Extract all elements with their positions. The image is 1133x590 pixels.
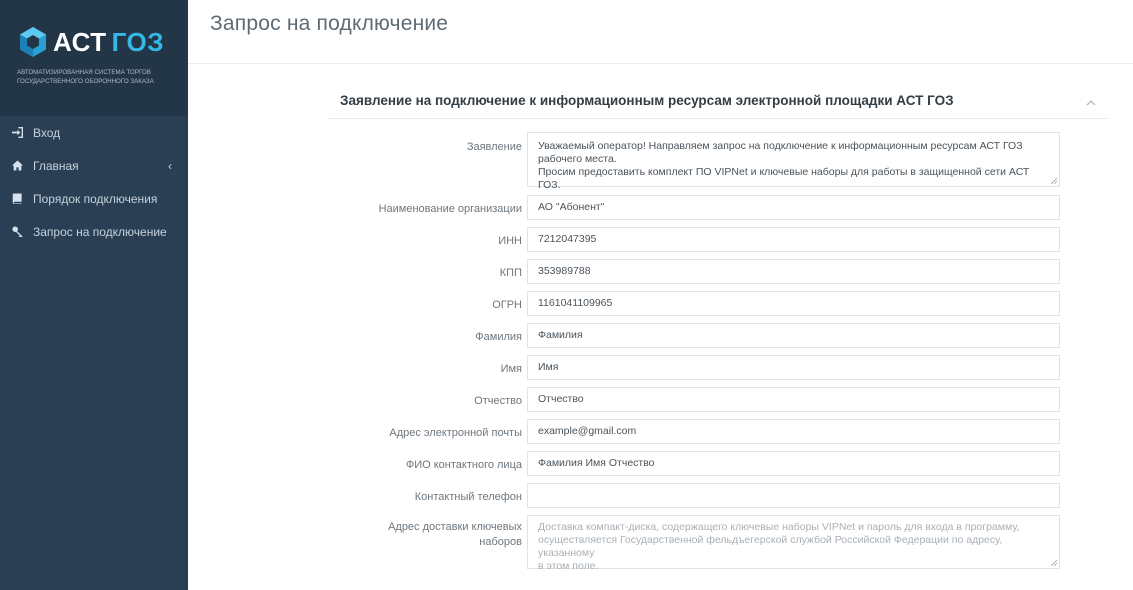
logo-word-2: ГОЗ — [111, 27, 165, 57]
patronymic-input[interactable]: Отчество — [527, 387, 1060, 412]
sidebar-item-label: Вход — [33, 125, 61, 140]
resize-handle-icon[interactable] — [1051, 560, 1057, 566]
home-icon — [10, 159, 24, 173]
resize-handle-icon[interactable] — [1051, 178, 1057, 184]
sign-in-icon — [10, 126, 24, 140]
inn-input[interactable]: 7212047395 — [527, 227, 1060, 252]
delivery-placeholder-line: осуществляется Государственной фельдъегерской службой Российской Федерации по адресу, указанному — [538, 534, 1003, 559]
last-name-input[interactable]: Фамилия — [527, 323, 1060, 348]
phone-label: Контактный телефон — [414, 491, 522, 503]
delivery-label-line: наборов — [479, 536, 522, 548]
logo-hexagon-icon — [17, 26, 49, 58]
brand-subtitle: АВТОМАТИЗИРОВАННАЯ СИСТЕМА ТОРГОВ ГОСУДАРСТВЕННОГО ОБОРОННОГО ЗАКАЗА — [17, 69, 154, 85]
kpp-label: КПП — [499, 267, 522, 279]
contact-fio-label: ФИО контактного лица — [405, 459, 522, 471]
patronymic-label: Отчество — [474, 395, 522, 407]
logo[interactable] — [17, 26, 188, 58]
delivery-textarea[interactable] — [527, 515, 1060, 572]
statement-textarea[interactable] — [527, 132, 1060, 191]
first-name-label: Имя — [500, 363, 522, 375]
sidebar — [0, 0, 188, 590]
sidebar-item-home[interactable] — [0, 149, 188, 182]
sidebar-menu — [0, 116, 188, 248]
delivery-label-line: Адрес доставки ключевых — [388, 521, 522, 533]
main-content — [188, 0, 1133, 590]
header-divider — [188, 63, 1133, 64]
inn-label: ИНН — [498, 235, 522, 247]
sidebar-item-login[interactable] — [0, 116, 188, 149]
delivery-placeholder-line: в этом поле. — [538, 560, 599, 572]
statement-label: Заявление — [466, 141, 522, 153]
statement-line: рабочего места. — [538, 153, 617, 165]
sidebar-item-label: Запрос на подключение — [33, 224, 167, 239]
statement-line: Уважаемый оператор! Направляем запрос на подключение к информационным ресурсам АСТ ГОЗ — [538, 140, 1023, 152]
sidebar-item-connection-request[interactable] — [0, 215, 188, 248]
statement-line: Просим предоставить комплект ПО VIPNet и ключевые наборы для работы в защищенной сети АСТ ГОЗ. — [538, 166, 1030, 191]
logo-word-1: АСТ — [53, 27, 107, 57]
sidebar-item-label: Главная — [33, 158, 79, 173]
phone-input[interactable] — [527, 483, 1060, 508]
logo-text — [53, 26, 164, 58]
brand — [0, 0, 188, 116]
email-input[interactable]: example@gmail.com — [527, 419, 1060, 444]
sidebar-item-connection-order[interactable] — [0, 182, 188, 215]
kpp-input[interactable]: 353989788 — [527, 259, 1060, 284]
first-name-input[interactable]: Имя — [527, 355, 1060, 380]
ogrn-input[interactable]: 1161041109965 — [527, 291, 1060, 316]
org-name-input[interactable]: АО "Абонент" — [527, 195, 1060, 220]
org-name-label: Наименование организации — [378, 203, 522, 215]
panel-divider — [328, 118, 1108, 119]
key-icon — [10, 225, 24, 239]
panel-title: Заявление на подключение к информационным ресурсам электронной площадки АСТ ГОЗ — [340, 93, 954, 108]
ogrn-label: ОГРН — [492, 299, 522, 311]
sidebar-item-label: Порядок подключения — [33, 191, 158, 206]
chevron-left-icon[interactable]: ‹ — [168, 159, 172, 173]
contact-fio-input[interactable]: Фамилия Имя Отчество — [527, 451, 1060, 476]
book-icon — [10, 192, 24, 206]
chevron-up-icon[interactable] — [1084, 96, 1098, 110]
email-label: Адрес электронной почты — [389, 427, 522, 439]
page-title: Запрос на подключение — [210, 12, 449, 35]
last-name-label: Фамилия — [475, 331, 522, 343]
delivery-placeholder-line: Доставка компакт-диска, содержащего ключевые наборы VIPNet и пароль для входа в программу, — [538, 521, 1020, 533]
delivery-label — [388, 520, 522, 550]
